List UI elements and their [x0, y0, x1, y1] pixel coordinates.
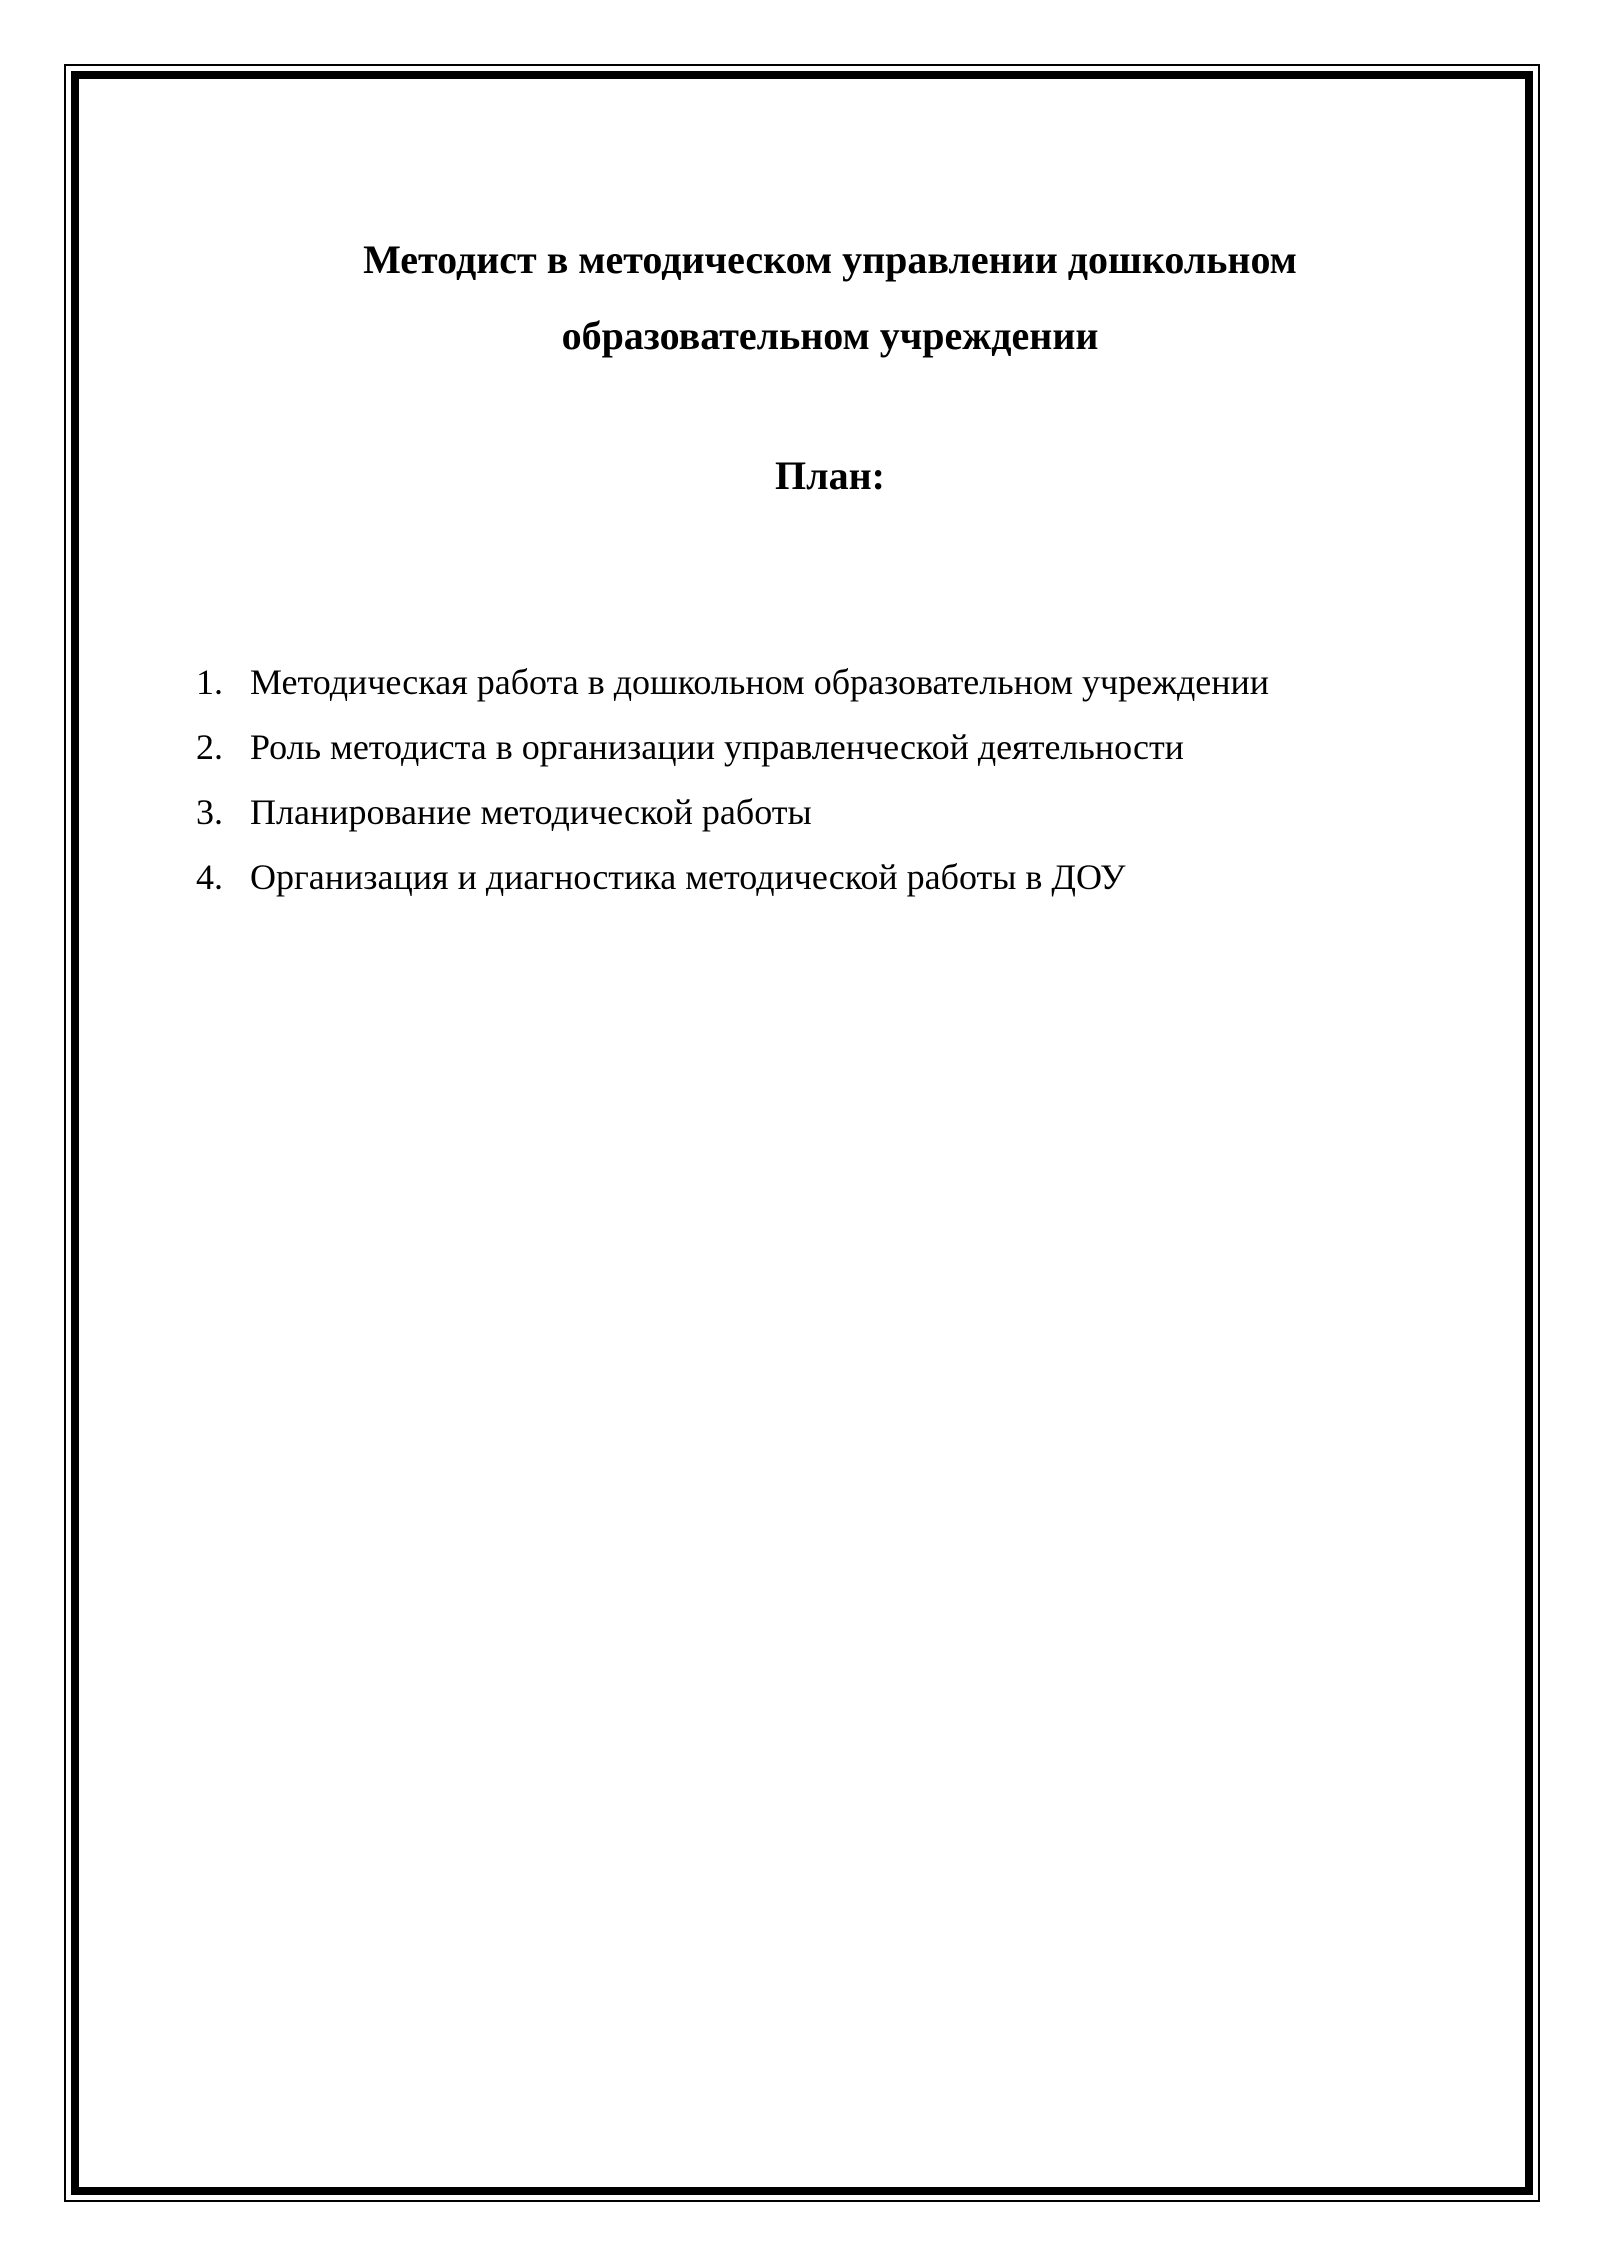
plan-list — [196, 650, 1476, 910]
plan-item-number: 1. — [196, 662, 223, 702]
document-title — [120, 222, 1540, 374]
plan-item-text: Роль методиста в организации управленческой деятельности — [250, 727, 1184, 767]
page-border-inner — [71, 71, 1533, 2195]
plan-list-item — [196, 715, 1476, 780]
plan-item-text: Планирование методической работы — [250, 792, 812, 832]
plan-item-number: 4. — [196, 857, 223, 897]
document-title-line: Методист в методическом управлении дошкольном — [363, 237, 1297, 282]
plan-item-text: Организация и диагностика методической работы в ДОУ — [250, 857, 1126, 897]
plan-heading: План: — [775, 453, 885, 498]
plan-item-number: 2. — [196, 727, 223, 767]
plan-list-item — [196, 780, 1476, 845]
plan-list-item — [196, 650, 1476, 715]
document-title-line: образовательном учреждении — [561, 313, 1099, 358]
plan-item-number: 3. — [196, 792, 223, 832]
plan-item-text: Методическая работа в дошкольном образовательном учреждении — [250, 662, 1270, 702]
plan-list-item — [196, 845, 1476, 910]
